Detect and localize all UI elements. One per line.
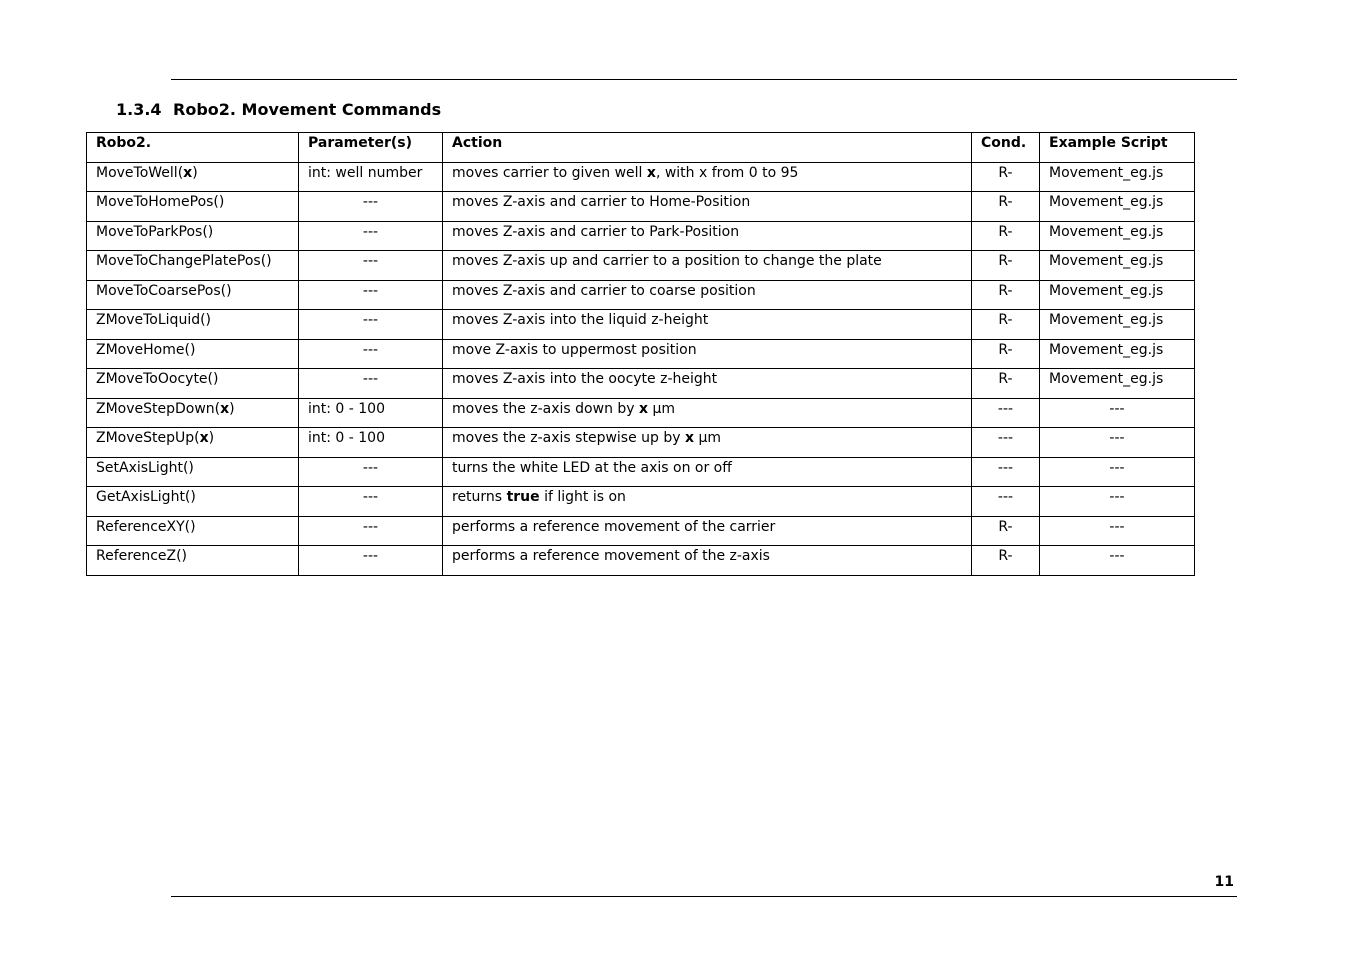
cond-cell: --- (972, 398, 1040, 428)
example-script-cell: --- (1040, 398, 1195, 428)
cond-cell: R- (972, 546, 1040, 576)
section-number: 1.3.4 (116, 100, 162, 119)
cond-cell: R- (972, 369, 1040, 399)
action-cell: moves Z-axis and carrier to Home-Position (443, 192, 972, 222)
example-script-cell: --- (1040, 457, 1195, 487)
command-name-cell: ZMoveToLiquid() (87, 310, 299, 340)
section-title: Robo2. Movement Commands (173, 100, 442, 119)
example-script-cell: Movement_eg.js (1040, 192, 1195, 222)
action-cell: moves Z-axis and carrier to Park-Position (443, 221, 972, 251)
table-row (87, 457, 1195, 487)
example-script-cell: --- (1040, 516, 1195, 546)
header-cond: Cond. (972, 133, 1040, 163)
footer-rule (171, 896, 1237, 897)
cond-cell: --- (972, 457, 1040, 487)
command-name-cell: GetAxisLight() (87, 487, 299, 517)
table-row (87, 251, 1195, 281)
command-name-cell: ZMoveStepDown(x) (87, 398, 299, 428)
example-script-cell: --- (1040, 546, 1195, 576)
cond-cell: --- (972, 487, 1040, 517)
command-name-cell: MoveToChangePlatePos() (87, 251, 299, 281)
table-row (87, 369, 1195, 399)
table-row (87, 339, 1195, 369)
example-script-cell: Movement_eg.js (1040, 162, 1195, 192)
section-heading (116, 100, 441, 119)
parameter-cell: --- (299, 546, 443, 576)
example-script-cell: Movement_eg.js (1040, 221, 1195, 251)
parameter-cell: --- (299, 516, 443, 546)
parameter-cell: --- (299, 310, 443, 340)
table-row (87, 162, 1195, 192)
parameter-cell: int: well number (299, 162, 443, 192)
example-script-cell: Movement_eg.js (1040, 280, 1195, 310)
parameter-cell: --- (299, 369, 443, 399)
command-name-cell: MoveToHomePos() (87, 192, 299, 222)
header-action: Action (443, 133, 972, 163)
command-name-cell: ReferenceXY() (87, 516, 299, 546)
header-example-script: Example Script (1040, 133, 1195, 163)
cond-cell: --- (972, 428, 1040, 458)
table-row (87, 192, 1195, 222)
table-row (87, 310, 1195, 340)
action-cell: moves Z-axis and carrier to coarse position (443, 280, 972, 310)
action-cell: move Z-axis to uppermost position (443, 339, 972, 369)
parameter-cell: --- (299, 457, 443, 487)
cond-cell: R- (972, 310, 1040, 340)
parameter-cell: int: 0 - 100 (299, 428, 443, 458)
command-name-cell: ZMoveHome() (87, 339, 299, 369)
command-name-cell: ReferenceZ() (87, 546, 299, 576)
action-cell: moves the z-axis down by x µm (443, 398, 972, 428)
parameter-cell: --- (299, 339, 443, 369)
header-parameters: Parameter(s) (299, 133, 443, 163)
command-name-cell: MoveToWell(x) (87, 162, 299, 192)
cond-cell: R- (972, 162, 1040, 192)
action-cell: returns true if light is on (443, 487, 972, 517)
parameter-cell: --- (299, 487, 443, 517)
example-script-cell: --- (1040, 428, 1195, 458)
table-row (87, 221, 1195, 251)
parameter-cell: int: 0 - 100 (299, 398, 443, 428)
action-cell: moves the z-axis stepwise up by x µm (443, 428, 972, 458)
cond-cell: R- (972, 251, 1040, 281)
header-robo2: Robo2. (87, 133, 299, 163)
command-name-cell: SetAxisLight() (87, 457, 299, 487)
example-script-cell: Movement_eg.js (1040, 251, 1195, 281)
parameter-cell: --- (299, 280, 443, 310)
table-header-row (87, 133, 1195, 163)
action-cell: performs a reference movement of the carrier (443, 516, 972, 546)
action-cell: moves Z-axis into the liquid z-height (443, 310, 972, 340)
table-row (87, 487, 1195, 517)
table-row (87, 280, 1195, 310)
table-row (87, 428, 1195, 458)
table-body (87, 162, 1195, 575)
cond-cell: R- (972, 221, 1040, 251)
table-row (87, 398, 1195, 428)
parameter-cell: --- (299, 221, 443, 251)
action-cell: performs a reference movement of the z-axis (443, 546, 972, 576)
parameter-cell: --- (299, 192, 443, 222)
parameter-cell: --- (299, 251, 443, 281)
example-script-cell: Movement_eg.js (1040, 339, 1195, 369)
action-cell: moves Z-axis up and carrier to a position to change the plate (443, 251, 972, 281)
example-script-cell: Movement_eg.js (1040, 369, 1195, 399)
example-script-cell: --- (1040, 487, 1195, 517)
cond-cell: R- (972, 339, 1040, 369)
table-row (87, 546, 1195, 576)
page-number: 11 (1214, 874, 1234, 890)
cond-cell: R- (972, 192, 1040, 222)
movement-commands-table (86, 132, 1195, 576)
action-cell: moves Z-axis into the oocyte z-height (443, 369, 972, 399)
cond-cell: R- (972, 516, 1040, 546)
command-name-cell: MoveToCoarsePos() (87, 280, 299, 310)
header-rule (171, 79, 1237, 80)
command-name-cell: ZMoveStepUp(x) (87, 428, 299, 458)
example-script-cell: Movement_eg.js (1040, 310, 1195, 340)
command-name-cell: MoveToParkPos() (87, 221, 299, 251)
table-row (87, 516, 1195, 546)
action-cell: moves carrier to given well x, with x from 0 to 95 (443, 162, 972, 192)
action-cell: turns the white LED at the axis on or off (443, 457, 972, 487)
cond-cell: R- (972, 280, 1040, 310)
command-name-cell: ZMoveToOocyte() (87, 369, 299, 399)
